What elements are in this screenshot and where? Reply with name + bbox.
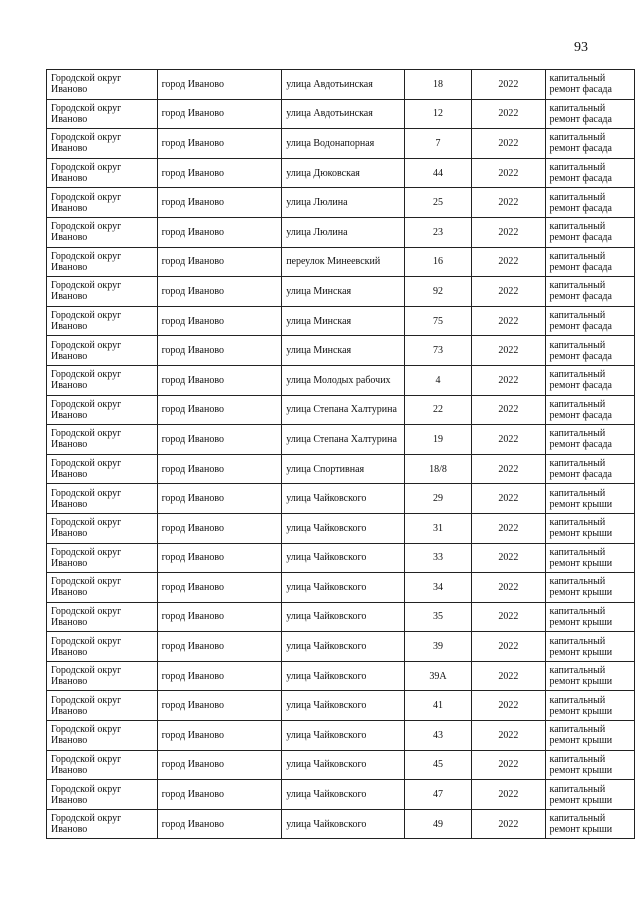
city-cell: город Иваново (157, 602, 282, 632)
house-number-cell: 18 (404, 70, 471, 100)
okrug-cell: Городской округ Иваново (47, 661, 158, 691)
year-cell: 2022 (472, 661, 545, 691)
okrug-cell: Городской округ Иваново (47, 365, 158, 395)
city-cell: город Иваново (157, 750, 282, 780)
okrug-cell: Городской округ Иваново (47, 721, 158, 751)
house-number-cell: 23 (404, 217, 471, 247)
work-type-cell: капитальный ремонт фасада (545, 306, 635, 336)
year-cell: 2022 (472, 573, 545, 603)
table-row (47, 691, 635, 721)
house-number-cell: 41 (404, 691, 471, 721)
okrug-cell: Городской округ Иваново (47, 602, 158, 632)
table-row (47, 247, 635, 277)
work-type-cell: капитальный ремонт крыши (545, 543, 635, 573)
table-row (47, 721, 635, 751)
year-cell: 2022 (472, 454, 545, 484)
street-cell: улица Чайковского (282, 750, 405, 780)
house-number-cell: 19 (404, 425, 471, 455)
street-cell: улица Чайковского (282, 780, 405, 810)
street-cell: улица Молодых рабочих (282, 365, 405, 395)
table-row (47, 425, 635, 455)
okrug-cell: Городской округ Иваново (47, 217, 158, 247)
table-row (47, 129, 635, 159)
city-cell: город Иваново (157, 721, 282, 751)
year-cell: 2022 (472, 543, 545, 573)
house-number-cell: 43 (404, 721, 471, 751)
house-number-cell: 31 (404, 513, 471, 543)
okrug-cell: Городской округ Иваново (47, 70, 158, 100)
year-cell: 2022 (472, 602, 545, 632)
house-number-cell: 39 (404, 632, 471, 662)
year-cell: 2022 (472, 780, 545, 810)
house-number-cell: 45 (404, 750, 471, 780)
year-cell: 2022 (472, 99, 545, 129)
table-row (47, 99, 635, 129)
house-number-cell: 49 (404, 809, 471, 839)
table-row (47, 809, 635, 839)
okrug-cell: Городской округ Иваново (47, 395, 158, 425)
okrug-cell: Городской округ Иваново (47, 691, 158, 721)
work-type-cell: капитальный ремонт крыши (545, 513, 635, 543)
year-cell: 2022 (472, 809, 545, 839)
house-number-cell: 18/8 (404, 454, 471, 484)
work-type-cell: капитальный ремонт крыши (545, 691, 635, 721)
work-type-cell: капитальный ремонт фасада (545, 70, 635, 100)
page-number: 93 (574, 40, 588, 55)
street-cell: улица Люлина (282, 217, 405, 247)
okrug-cell: Городской округ Иваново (47, 543, 158, 573)
city-cell: город Иваново (157, 158, 282, 188)
year-cell: 2022 (472, 632, 545, 662)
street-cell: переулок Минеевский (282, 247, 405, 277)
year-cell: 2022 (472, 750, 545, 780)
house-number-cell: 75 (404, 306, 471, 336)
work-type-cell: капитальный ремонт крыши (545, 632, 635, 662)
house-number-cell: 4 (404, 365, 471, 395)
work-type-cell: капитальный ремонт фасада (545, 158, 635, 188)
city-cell: город Иваново (157, 395, 282, 425)
work-type-cell: капитальный ремонт фасада (545, 277, 635, 307)
repair-register-table (46, 69, 635, 839)
year-cell: 2022 (472, 129, 545, 159)
work-type-cell: капитальный ремонт фасада (545, 99, 635, 129)
work-type-cell: капитальный ремонт фасада (545, 188, 635, 218)
city-cell: город Иваново (157, 780, 282, 810)
city-cell: город Иваново (157, 809, 282, 839)
okrug-cell: Городской округ Иваново (47, 484, 158, 514)
street-cell: улица Водонапорная (282, 129, 405, 159)
street-cell: улица Минская (282, 277, 405, 307)
year-cell: 2022 (472, 70, 545, 100)
house-number-cell: 92 (404, 277, 471, 307)
city-cell: город Иваново (157, 217, 282, 247)
okrug-cell: Городской округ Иваново (47, 780, 158, 810)
city-cell: город Иваново (157, 129, 282, 159)
street-cell: улица Чайковского (282, 632, 405, 662)
work-type-cell: капитальный ремонт крыши (545, 780, 635, 810)
okrug-cell: Городской округ Иваново (47, 454, 158, 484)
okrug-cell: Городской округ Иваново (47, 573, 158, 603)
house-number-cell: 12 (404, 99, 471, 129)
house-number-cell: 73 (404, 336, 471, 366)
year-cell: 2022 (472, 158, 545, 188)
city-cell: город Иваново (157, 543, 282, 573)
city-cell: город Иваново (157, 336, 282, 366)
year-cell: 2022 (472, 188, 545, 218)
city-cell: город Иваново (157, 306, 282, 336)
okrug-cell: Городской округ Иваново (47, 632, 158, 662)
work-type-cell: капитальный ремонт фасада (545, 336, 635, 366)
city-cell: город Иваново (157, 691, 282, 721)
table-row (47, 395, 635, 425)
city-cell: город Иваново (157, 454, 282, 484)
work-type-cell: капитальный ремонт фасада (545, 129, 635, 159)
street-cell: улица Чайковского (282, 484, 405, 514)
house-number-cell: 16 (404, 247, 471, 277)
year-cell: 2022 (472, 721, 545, 751)
work-type-cell: капитальный ремонт фасада (545, 365, 635, 395)
work-type-cell: капитальный ремонт крыши (545, 809, 635, 839)
city-cell: город Иваново (157, 70, 282, 100)
city-cell: город Иваново (157, 277, 282, 307)
street-cell: улица Чайковского (282, 573, 405, 603)
street-cell: улица Дюковская (282, 158, 405, 188)
table-row (47, 277, 635, 307)
year-cell: 2022 (472, 336, 545, 366)
street-cell: улица Чайковского (282, 602, 405, 632)
table-row (47, 306, 635, 336)
city-cell: город Иваново (157, 632, 282, 662)
house-number-cell: 39А (404, 661, 471, 691)
okrug-cell: Городской округ Иваново (47, 99, 158, 129)
table-row (47, 336, 635, 366)
register-body (47, 70, 635, 839)
year-cell: 2022 (472, 513, 545, 543)
work-type-cell: капитальный ремонт фасада (545, 217, 635, 247)
work-type-cell: капитальный ремонт крыши (545, 484, 635, 514)
street-cell: улица Чайковского (282, 809, 405, 839)
street-cell: улица Авдотьинская (282, 99, 405, 129)
year-cell: 2022 (472, 395, 545, 425)
city-cell: город Иваново (157, 99, 282, 129)
work-type-cell: капитальный ремонт крыши (545, 721, 635, 751)
table-row (47, 188, 635, 218)
work-type-cell: капитальный ремонт фасада (545, 454, 635, 484)
okrug-cell: Городской округ Иваново (47, 425, 158, 455)
street-cell: улица Чайковского (282, 543, 405, 573)
year-cell: 2022 (472, 306, 545, 336)
okrug-cell: Городской округ Иваново (47, 129, 158, 159)
street-cell: улица Минская (282, 336, 405, 366)
house-number-cell: 33 (404, 543, 471, 573)
okrug-cell: Городской округ Иваново (47, 188, 158, 218)
house-number-cell: 7 (404, 129, 471, 159)
city-cell: город Иваново (157, 573, 282, 603)
okrug-cell: Городской округ Иваново (47, 750, 158, 780)
okrug-cell: Городской округ Иваново (47, 513, 158, 543)
table-row (47, 454, 635, 484)
street-cell: улица Спортивная (282, 454, 405, 484)
house-number-cell: 25 (404, 188, 471, 218)
street-cell: улица Степана Халтурина (282, 395, 405, 425)
street-cell: улица Авдотьинская (282, 70, 405, 100)
house-number-cell: 29 (404, 484, 471, 514)
table-row (47, 158, 635, 188)
city-cell: город Иваново (157, 425, 282, 455)
work-type-cell: капитальный ремонт фасада (545, 425, 635, 455)
year-cell: 2022 (472, 277, 545, 307)
year-cell: 2022 (472, 217, 545, 247)
okrug-cell: Городской округ Иваново (47, 336, 158, 366)
okrug-cell: Городской округ Иваново (47, 247, 158, 277)
okrug-cell: Городской округ Иваново (47, 277, 158, 307)
work-type-cell: капитальный ремонт крыши (545, 661, 635, 691)
year-cell: 2022 (472, 247, 545, 277)
table-row (47, 513, 635, 543)
work-type-cell: капитальный ремонт фасада (545, 395, 635, 425)
table-row (47, 750, 635, 780)
street-cell: улица Минская (282, 306, 405, 336)
work-type-cell: капитальный ремонт крыши (545, 602, 635, 632)
city-cell: город Иваново (157, 484, 282, 514)
house-number-cell: 34 (404, 573, 471, 603)
house-number-cell: 44 (404, 158, 471, 188)
okrug-cell: Городской округ Иваново (47, 158, 158, 188)
street-cell: улица Чайковского (282, 661, 405, 691)
city-cell: город Иваново (157, 365, 282, 395)
table-row (47, 780, 635, 810)
work-type-cell: капитальный ремонт фасада (545, 247, 635, 277)
city-cell: город Иваново (157, 247, 282, 277)
street-cell: улица Чайковского (282, 513, 405, 543)
table-row (47, 70, 635, 100)
table-row (47, 602, 635, 632)
work-type-cell: капитальный ремонт крыши (545, 750, 635, 780)
street-cell: улица Чайковского (282, 721, 405, 751)
street-cell: улица Степана Халтурина (282, 425, 405, 455)
table-row (47, 484, 635, 514)
year-cell: 2022 (472, 691, 545, 721)
house-number-cell: 35 (404, 602, 471, 632)
work-type-cell: капитальный ремонт крыши (545, 573, 635, 603)
okrug-cell: Городской округ Иваново (47, 809, 158, 839)
year-cell: 2022 (472, 425, 545, 455)
table-row (47, 573, 635, 603)
table-row (47, 661, 635, 691)
street-cell: улица Люлина (282, 188, 405, 218)
table-row (47, 365, 635, 395)
table-row (47, 543, 635, 573)
house-number-cell: 22 (404, 395, 471, 425)
street-cell: улица Чайковского (282, 691, 405, 721)
table-row (47, 217, 635, 247)
city-cell: город Иваново (157, 513, 282, 543)
year-cell: 2022 (472, 484, 545, 514)
house-number-cell: 47 (404, 780, 471, 810)
city-cell: город Иваново (157, 661, 282, 691)
table-row (47, 632, 635, 662)
city-cell: город Иваново (157, 188, 282, 218)
year-cell: 2022 (472, 365, 545, 395)
okrug-cell: Городской округ Иваново (47, 306, 158, 336)
